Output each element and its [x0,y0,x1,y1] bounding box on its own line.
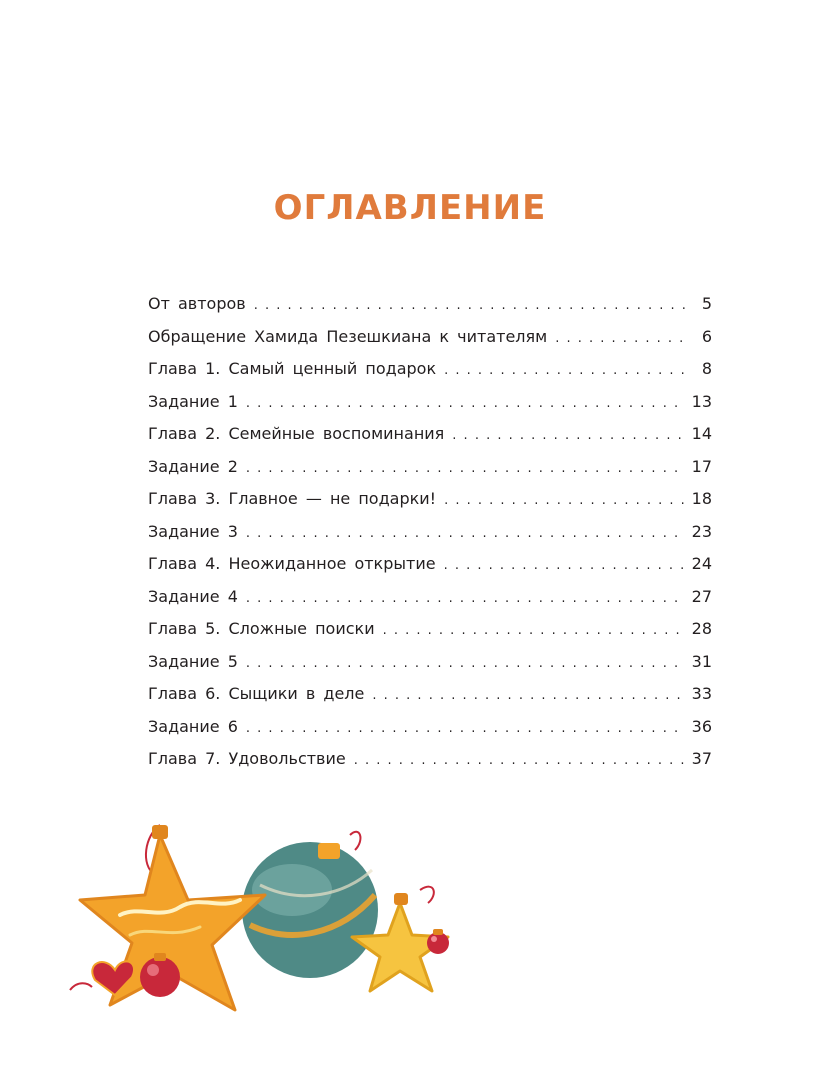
toc-leader-dots [246,713,686,746]
toc-entry[interactable] [148,743,712,776]
toc-leader-dots [246,518,686,551]
toc-leader-dots [444,485,686,518]
toc-entry-page: 33 [691,684,712,703]
toc-entry-page: 8 [701,359,712,378]
page-title: ОГЛАВЛЕНИЕ [273,188,547,228]
toc-leader-dots [254,290,686,323]
ornament-string [350,832,360,850]
toc-entry[interactable] [148,613,712,646]
small-red-ball-ornament [427,929,449,954]
toc-entry-label: Глава 7. Удовольствие [148,749,346,768]
toc-entry[interactable] [148,353,712,386]
toc-entry-page: 36 [691,716,712,736]
christmas-ornaments-illustration [60,795,480,1025]
toc-leader-dots [372,680,685,713]
toc-entry[interactable] [148,483,712,516]
toc-leader-dots [246,583,686,616]
toc-leader-dots [444,550,686,583]
toc-entry-page: 13 [691,391,712,411]
toc-entry[interactable] [148,548,712,581]
toc-entry-label: Задание 3 [148,521,238,541]
toc-entry-label: Глава 1. Самый ценный подарок [148,359,437,378]
toc-entry[interactable] [148,516,712,549]
toc-leader-dots [246,648,686,681]
toc-entry[interactable] [148,288,712,321]
toc-leader-dots [354,745,686,778]
toc-entry-label: Задание 2 [148,456,238,476]
toc-entry-label: Глава 6. Сыщики в деле [148,684,365,703]
ornament-string [420,887,434,903]
toc-entry[interactable] [148,711,712,744]
toc-leader-dots [444,355,686,388]
toc-entry-page: 17 [691,456,712,476]
toc-leader-dots [246,388,686,421]
toc-entry[interactable] [148,581,712,614]
toc-entry-label: Глава 4. Неожиданное открытие [148,554,436,573]
toc-entry-label: Задание 5 [148,651,238,671]
toc-entry-page: 14 [691,424,712,443]
toc-leader-dots [383,615,686,648]
toc-entry-page: 37 [691,749,712,768]
toc-entry-page: 6 [701,326,712,346]
toc-entry-label: Глава 3. Главное — не подарки! [148,489,437,508]
toc-entry-page: 23 [691,521,712,541]
toc-entry-label: Глава 2. Семейные воспоминания [148,424,445,443]
toc-entry-page: 5 [701,294,712,313]
toc-entry[interactable] [148,678,712,711]
toc-entry[interactable] [148,386,712,419]
teal-ball-ornament [242,842,378,978]
toc-entry-label: Обращение Хамида Пезешкиана к читателям [148,326,548,346]
toc-entry-page: 18 [691,489,712,508]
toc-entry-page: 28 [691,619,712,638]
toc-leader-dots [555,323,686,356]
toc-entry-page: 24 [691,554,712,573]
toc-entry-page: 31 [691,651,712,671]
toc-entry[interactable] [148,451,712,484]
table-of-contents [148,288,712,776]
toc-entry-label: Задание 6 [148,716,238,736]
toc-entry[interactable] [148,321,712,354]
toc-entry-label: От авторов [148,294,246,313]
toc-entry-page: 27 [691,586,712,606]
toc-entry-label: Задание 4 [148,586,238,606]
toc-leader-dots [246,453,686,486]
toc-leader-dots [452,420,685,453]
toc-entry-label: Глава 5. Сложные поиски [148,619,375,638]
toc-entry[interactable] [148,646,712,679]
toc-entry[interactable] [148,418,712,451]
toc-entry-label: Задание 1 [148,391,238,411]
